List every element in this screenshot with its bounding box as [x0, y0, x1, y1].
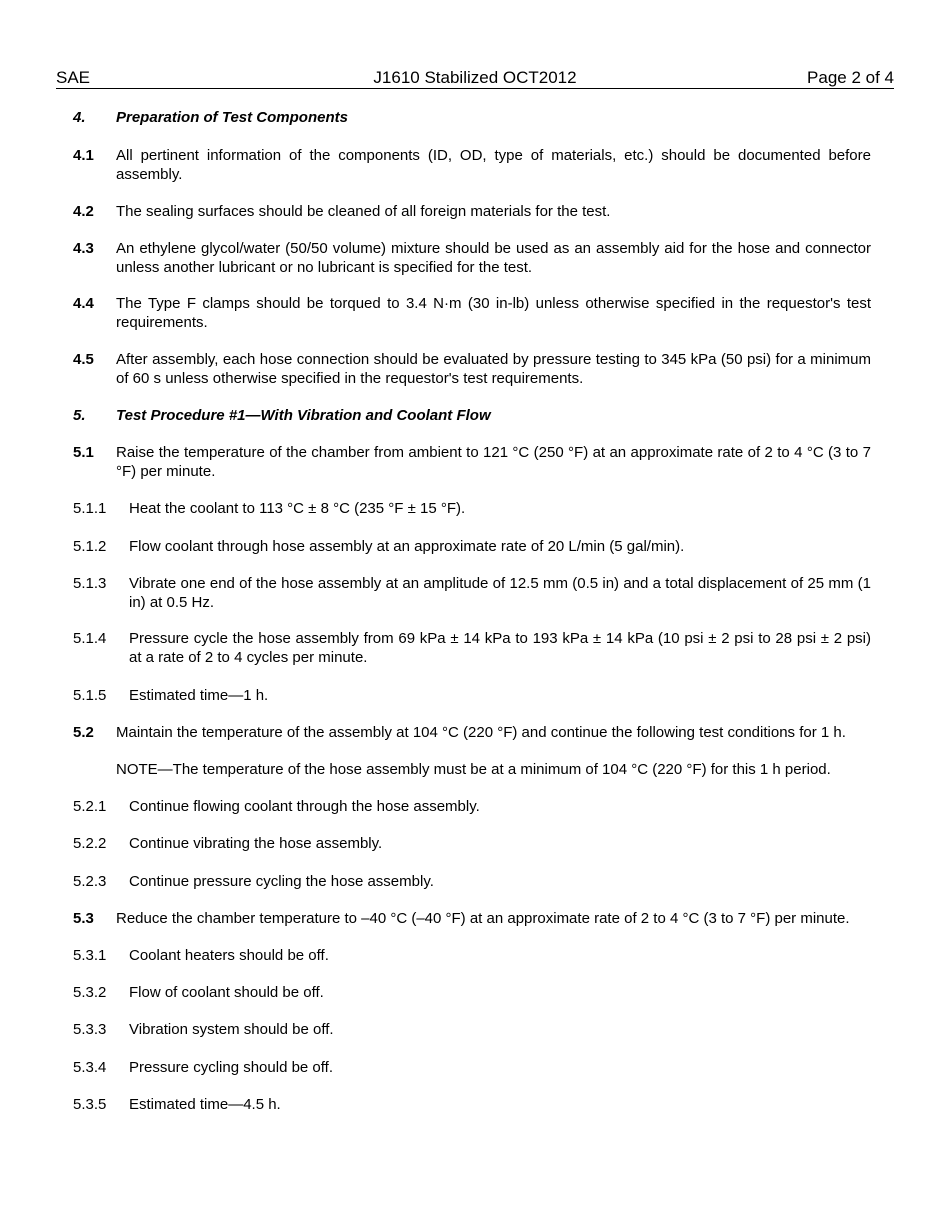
clause-text: Coolant heaters should be off.: [129, 947, 329, 964]
clause-text: Continue vibrating the hose assembly.: [129, 835, 383, 852]
clause-number: 5.3.5: [73, 1096, 107, 1113]
clause-text: Estimated time—1 h.: [129, 687, 269, 704]
clause-number: 5.3.3: [73, 1021, 107, 1038]
clause-text: An ethylene glycol/water (50/50 volume) mixture should be used as an assembly aid for the hose and connector unless another lubricant or no lubricant is specified for the test.: [116, 240, 871, 276]
clause-number: 5.1.5: [73, 687, 107, 704]
clause-number: 5.2.2: [73, 835, 107, 852]
clause-text: Pressure cycle the hose assembly from 69 kPa ± 14 kPa to 193 kPa ± 14 kPa (10 psi ± 2 psi to 28 psi ± 2 psi) at a rate of 2 to 4 cycles per minute.: [129, 630, 871, 666]
clause-text: Vibrate one end of the hose assembly at an amplitude of 12.5 mm (0.5 in) and a total displacement of 25 mm (1 in) at 0.5 Hz.: [129, 575, 871, 611]
clause-text: Reduce the chamber temperature to –40 °C (–40 °F) at an approximate rate of 2 to 4 °C (3 to 7 °F) per minute.: [116, 910, 850, 927]
clause-number: 4.1: [73, 147, 94, 164]
clause-text: Flow coolant through hose assembly at an approximate rate of 20 L/min (5 gal/min).: [129, 538, 685, 555]
clause-number: 5.1.1: [73, 500, 107, 517]
clause-number: 5.3.2: [73, 984, 107, 1001]
clause-text: Heat the coolant to 113 °C ± 8 °C (235 °F ± 15 °F).: [129, 500, 466, 517]
section-number: 4.: [73, 109, 86, 126]
clause-number: 5.3.4: [73, 1059, 107, 1076]
clause-number: 4.5: [73, 351, 94, 368]
clause-number: 5.1.4: [73, 630, 107, 647]
clause-number: 5.1.2: [73, 538, 107, 555]
section-title: Preparation of Test Components: [116, 109, 348, 126]
note-text: NOTE—The temperature of the hose assembly must be at a minimum of 104 °C (220 °F) for this 1 h period.: [116, 761, 831, 778]
clause-text: After assembly, each hose connection should be evaluated by pressure testing to 345 kPa (50 psi) for a minimum of 60 s unless otherwise specified in the requestor's test requirements.: [116, 351, 871, 387]
clause-number: 5.2: [73, 724, 94, 741]
header-document-id: J1610 Stabilized OCT2012: [373, 68, 577, 87]
clause-text: Flow of coolant should be off.: [129, 984, 324, 1001]
clause-number: 5.2.3: [73, 873, 107, 890]
page-header: [56, 68, 894, 89]
clause-number: 5.3: [73, 910, 94, 927]
clause-text: The sealing surfaces should be cleaned of all foreign materials for the test.: [116, 203, 611, 220]
clause-number: 4.3: [73, 240, 94, 257]
clause-text: Vibration system should be off.: [129, 1021, 334, 1038]
clause-text: Estimated time—4.5 h.: [129, 1096, 281, 1113]
header-page-number: Page 2 of 4: [807, 68, 894, 87]
clause-text: All pertinent information of the components (ID, OD, type of materials, etc.) should be documented before assembly.: [116, 147, 871, 183]
clause-number: 5.1.3: [73, 575, 107, 592]
clause-number: 5.1: [73, 444, 94, 461]
clause-number: 5.3.1: [73, 947, 107, 964]
section-number: 5.: [73, 407, 86, 424]
clause-number: 4.2: [73, 203, 94, 220]
clause-text: Maintain the temperature of the assembly at 104 °C (220 °F) and continue the following test conditions for 1 h.: [116, 724, 846, 741]
clause-text: Pressure cycling should be off.: [129, 1059, 334, 1076]
clause-number: 4.4: [73, 295, 94, 312]
header-org: SAE: [56, 68, 91, 87]
clause-text: Continue pressure cycling the hose assembly.: [129, 873, 434, 890]
clause-number: 5.2.1: [73, 798, 107, 815]
clause-text: Continue flowing coolant through the hose assembly.: [129, 798, 480, 815]
clause-text: The Type F clamps should be torqued to 3.4 N·m (30 in-lb) unless otherwise specified in the requestor's test requirements.: [116, 295, 871, 331]
section-title: Test Procedure #1—With Vibration and Coolant Flow: [116, 407, 491, 424]
clause-text: Raise the temperature of the chamber from ambient to 121 °C (250 °F) at an approximate rate of 2 to 4 °C (3 to 7 °F) per minute.: [116, 444, 871, 480]
